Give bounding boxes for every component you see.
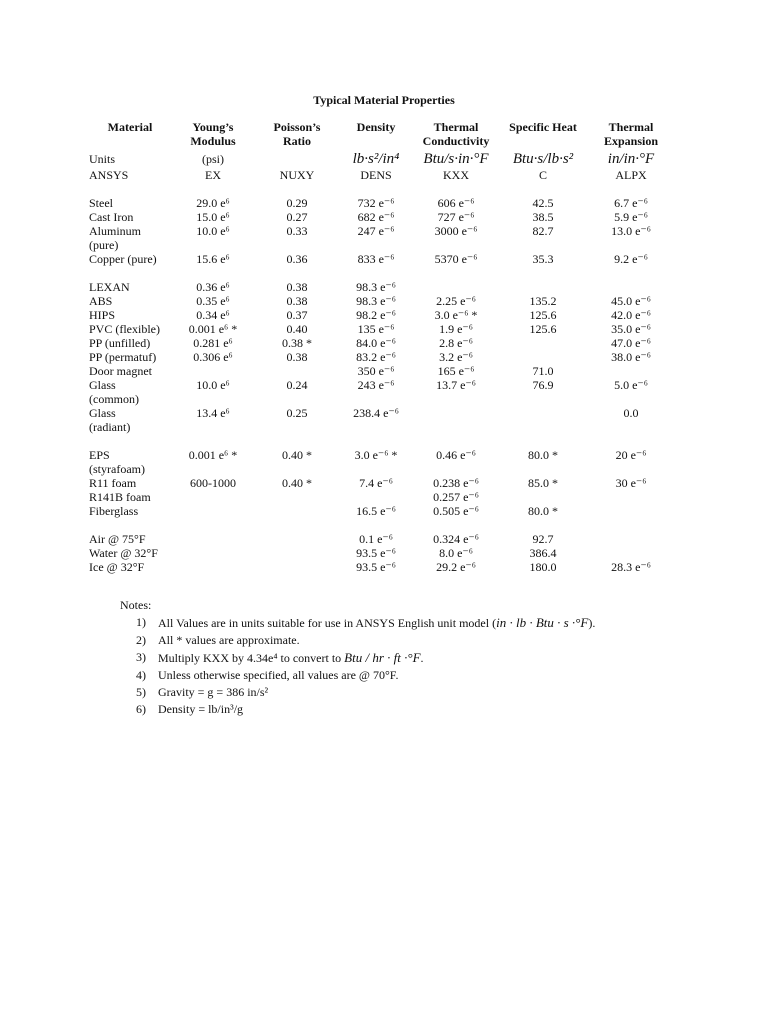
cell-poissons-ratio: 0.38 *: [282, 336, 312, 350]
cell-thermal-conductivity: 0.324 e⁻⁶: [433, 532, 479, 546]
table-row: [89, 280, 675, 294]
cell-thermal-conductivity: 606 e⁻⁶: [437, 196, 475, 210]
cell-thermal-conductivity: [413, 406, 499, 434]
cell-material: PVC (flexible): [89, 322, 160, 336]
cell-thermal-expansion: 5.9 e⁻⁶: [614, 210, 648, 224]
note-text: All Values are in units suitable for use in ANSYS English unit model (: [158, 616, 497, 630]
cell-poissons-ratio: 0.38: [286, 350, 308, 364]
header-thermal-expansion: Thermal Expansion: [603, 120, 659, 148]
note-item: [120, 649, 680, 667]
cell-thermal-conductivity: 13.7 e⁻⁶: [436, 378, 476, 392]
table-row: [89, 294, 675, 308]
group-spacer-cell: [89, 266, 675, 280]
cell-youngs-modulus: [171, 504, 255, 518]
table-row: [89, 322, 675, 336]
units-youngs-modulus: (psi): [202, 152, 224, 166]
cell-material: HIPS: [89, 308, 116, 322]
cell-density: 84.0 e⁻⁶: [356, 336, 396, 350]
cell-thermal-expansion: 30 e⁻⁶: [615, 476, 647, 490]
table-row: [89, 490, 675, 504]
header-specific-heat: Specific Heat: [509, 120, 577, 134]
notes-list: [120, 614, 680, 718]
cell-poissons-ratio: [255, 364, 339, 378]
cell-poissons-ratio: 0.33: [286, 224, 308, 238]
cell-youngs-modulus: 0.281 e⁶: [193, 336, 233, 350]
cell-youngs-modulus: 0.36 e⁶: [196, 280, 230, 294]
notes-section: [120, 598, 680, 718]
cell-youngs-modulus: [171, 532, 255, 546]
table-row: [89, 308, 675, 322]
header-density: Density: [356, 120, 396, 134]
cell-density: 247 e⁻⁶: [357, 224, 395, 238]
cell-material: LEXAN: [89, 280, 130, 294]
note-item: [120, 667, 680, 684]
note-number: 4): [136, 668, 146, 682]
cell-density: 3.0 e⁻⁶ *: [354, 448, 398, 462]
note-math: Btu / hr · ft ·°F: [344, 650, 421, 665]
note-number: 3): [136, 650, 146, 664]
cell-thermal-expansion: 5.0 e⁻⁶: [614, 378, 648, 392]
cell-poissons-ratio: 0.25: [286, 406, 308, 420]
cell-poissons-ratio: 0.40: [286, 322, 308, 336]
cell-thermal-conductivity: 3.2 e⁻⁶: [439, 350, 473, 364]
cell-thermal-conductivity: 0.257 e⁻⁶: [433, 490, 479, 504]
cell-poissons-ratio: 0.36: [286, 252, 308, 266]
ansys-poissons-ratio: NUXY: [279, 168, 315, 182]
note-number: 2): [136, 633, 146, 647]
cell-thermal-expansion: 28.3 e⁻⁶: [611, 560, 651, 574]
cell-thermal-expansion: 45.0 e⁻⁶: [611, 294, 651, 308]
cell-density: 238.4 e⁻⁶: [353, 406, 399, 420]
material-properties-table: [89, 120, 675, 574]
cell-density: 93.5 e⁻⁶: [356, 560, 396, 574]
cell-thermal-conductivity: 0.238 e⁻⁶: [433, 476, 479, 490]
cell-thermal-conductivity: 2.8 e⁻⁶: [439, 336, 473, 350]
cell-specific-heat: 85.0 *: [528, 476, 558, 490]
cell-youngs-modulus: [171, 364, 255, 378]
cell-thermal-expansion: 42.0 e⁻⁶: [611, 308, 651, 322]
ansys-specific-heat: C: [538, 168, 547, 182]
ansys-thermal-expansion: ALPX: [615, 168, 647, 182]
cell-specific-heat: 180.0: [529, 560, 557, 574]
cell-density: 833 e⁻⁶: [357, 252, 395, 266]
cell-density: 682 e⁻⁶: [357, 210, 395, 224]
header-material: Material: [107, 120, 153, 134]
cell-density: 135 e⁻⁶: [357, 322, 395, 336]
table-row: [89, 336, 675, 350]
cell-material: Air @ 75°F: [89, 532, 146, 546]
cell-density: 93.5 e⁻⁶: [356, 546, 396, 560]
cell-specific-heat: 80.0 *: [528, 448, 558, 462]
cell-density: 7.4 e⁻⁶: [359, 476, 393, 490]
units-row: [89, 150, 675, 168]
table-row: [89, 476, 675, 490]
cell-material: R11 foam: [89, 476, 137, 490]
cell-youngs-modulus: 15.0 e⁶: [196, 210, 230, 224]
cell-youngs-modulus: 10.0 e⁶: [196, 224, 230, 238]
cell-specific-heat: 71.0: [532, 364, 554, 378]
cell-youngs-modulus: 0.35 e⁶: [196, 294, 230, 308]
cell-poissons-ratio: 0.27: [286, 210, 308, 224]
table-row: [89, 406, 675, 434]
cell-material: PP (permatuf): [89, 350, 157, 364]
cell-thermal-expansion: [587, 532, 675, 546]
table-row: [89, 560, 675, 574]
ansys-material: ANSYS: [89, 168, 129, 182]
cell-density: 98.2 e⁻⁶: [356, 308, 396, 322]
cell-material: Steel: [89, 196, 113, 210]
note-item: [120, 701, 680, 718]
header-row: [89, 120, 675, 150]
table-row: [89, 532, 675, 546]
table-row: [89, 448, 675, 476]
table-row: [89, 378, 675, 406]
cell-material: Copper (pure): [89, 252, 157, 266]
table-row: [89, 252, 675, 266]
table-row: [89, 504, 675, 518]
cell-thermal-expansion: [587, 364, 675, 378]
cell-poissons-ratio: 0.29: [286, 196, 308, 210]
group-spacer-cell: [89, 518, 675, 532]
group-spacer-cell: [89, 182, 675, 196]
cell-thermal-expansion: 6.7 e⁻⁶: [614, 196, 648, 210]
note-item: [120, 684, 680, 701]
cell-material: Water @ 32°F: [89, 546, 158, 560]
cell-material: EPS (styrafoam): [89, 448, 145, 476]
cell-poissons-ratio: 0.40 *: [282, 448, 312, 462]
cell-specific-heat: [499, 406, 587, 434]
note-text: All * values are approximate.: [158, 633, 300, 647]
units-specific-heat: Btu·s/lb·s²: [512, 151, 574, 167]
note-item: [120, 614, 680, 632]
group-spacer: [89, 182, 675, 196]
cell-thermal-expansion: 20 e⁻⁶: [615, 448, 647, 462]
cell-youngs-modulus: 600-1000: [190, 476, 236, 490]
cell-specific-heat: 35.3: [532, 252, 554, 266]
units-poissons-ratio: [255, 150, 339, 168]
table-header: [89, 120, 675, 150]
cell-material: ABS: [89, 294, 113, 308]
table-row: [89, 546, 675, 560]
note-text: Density = lb/in³/g: [158, 702, 244, 716]
header-poissons-ratio: Poisson’s Ratio: [273, 120, 321, 148]
cell-thermal-expansion: 0.0: [623, 406, 639, 420]
cell-youngs-modulus: 0.001 e⁶ *: [188, 448, 238, 462]
cell-thermal-expansion: [587, 280, 675, 294]
cell-thermal-conductivity: 3.0 e⁻⁶ *: [434, 308, 478, 322]
cell-thermal-expansion: 9.2 e⁻⁶: [614, 252, 648, 266]
cell-material: Fiberglass: [89, 504, 139, 518]
group-spacer-cell: [89, 434, 675, 448]
cell-youngs-modulus: 0.001 e⁶ *: [188, 322, 238, 336]
table-body: [89, 150, 675, 574]
cell-density: 83.2 e⁻⁶: [356, 350, 396, 364]
cell-poissons-ratio: [255, 532, 339, 546]
cell-thermal-conductivity: 0.505 e⁻⁶: [433, 504, 479, 518]
cell-poissons-ratio: 0.38: [286, 294, 308, 308]
cell-poissons-ratio: [255, 490, 339, 504]
cell-density: 0.1 e⁻⁶: [359, 532, 393, 546]
cell-thermal-conductivity: 1.9 e⁻⁶: [439, 322, 473, 336]
cell-thermal-conductivity: 727 e⁻⁶: [437, 210, 475, 224]
note-number: 5): [136, 685, 146, 699]
table-row: [89, 224, 675, 252]
note-number: 6): [136, 702, 146, 716]
cell-density: 98.3 e⁻⁶: [356, 294, 396, 308]
note-number: 1): [136, 615, 146, 629]
ansys-density: DENS: [360, 168, 392, 182]
cell-material: PP (unfilled): [89, 336, 151, 350]
cell-density: [339, 490, 413, 504]
cell-thermal-conductivity: 5370 e⁻⁶: [434, 252, 478, 266]
table-row: [89, 210, 675, 224]
cell-specific-heat: 42.5: [532, 196, 554, 210]
cell-specific-heat: [499, 280, 587, 294]
cell-thermal-conductivity: [413, 280, 499, 294]
cell-thermal-conductivity: 29.2 e⁻⁶: [436, 560, 476, 574]
cell-material: Ice @ 32°F: [89, 560, 145, 574]
ansys-youngs-modulus: EX: [205, 168, 221, 182]
cell-specific-heat: 125.6: [529, 308, 557, 322]
cell-specific-heat: [499, 336, 587, 350]
cell-specific-heat: 76.9: [532, 378, 554, 392]
note-text: Gravity = g = 386 in/s²: [158, 685, 269, 699]
table-row: [89, 196, 675, 210]
cell-specific-heat: 125.6: [529, 322, 557, 336]
cell-poissons-ratio: 0.24: [286, 378, 308, 392]
cell-thermal-expansion: 35.0 e⁻⁶: [611, 322, 651, 336]
cell-material: Aluminum (pure): [89, 224, 142, 252]
cell-specific-heat: 38.5: [532, 210, 554, 224]
cell-specific-heat: [499, 350, 587, 364]
cell-specific-heat: 82.7: [532, 224, 554, 238]
cell-youngs-modulus: 13.4 e⁶: [196, 406, 230, 420]
cell-poissons-ratio: [255, 504, 339, 518]
header-youngs-modulus: Young’s Modulus: [190, 120, 236, 148]
ansys-row: [89, 168, 675, 182]
cell-youngs-modulus: [171, 546, 255, 560]
cell-youngs-modulus: 29.0 e⁶: [196, 196, 230, 210]
cell-poissons-ratio: 0.37: [286, 308, 308, 322]
cell-material: Door magnet: [89, 364, 152, 378]
cell-specific-heat: [499, 490, 587, 504]
group-spacer: [89, 266, 675, 280]
cell-youngs-modulus: 10.0 e⁶: [196, 378, 230, 392]
cell-density: 350 e⁻⁶: [357, 364, 395, 378]
units-thermal-conductivity: Btu/s·in·°F: [423, 151, 489, 167]
cell-thermal-conductivity: 8.0 e⁻⁶: [439, 546, 473, 560]
notes-heading: Notes:: [120, 598, 152, 612]
cell-poissons-ratio: [255, 560, 339, 574]
cell-youngs-modulus: 0.34 e⁶: [196, 308, 230, 322]
cell-thermal-conductivity: 2.25 e⁻⁶: [436, 294, 476, 308]
cell-specific-heat: 386.4: [529, 546, 557, 560]
cell-specific-heat: 92.7: [532, 532, 554, 546]
header-thermal-conductivity: Thermal Conductivity: [422, 120, 490, 148]
cell-material: Cast Iron: [89, 210, 134, 224]
cell-material: R141B foam: [89, 490, 151, 504]
cell-thermal-expansion: 13.0 e⁻⁶: [611, 224, 651, 238]
note-text: Unless otherwise specified, all values are @ 70°F.: [158, 668, 399, 682]
cell-thermal-expansion: 47.0 e⁻⁶: [611, 336, 651, 350]
cell-thermal-expansion: 38.0 e⁻⁶: [611, 350, 651, 364]
cell-density: 243 e⁻⁶: [357, 378, 395, 392]
note-suffix: .: [420, 651, 424, 665]
cell-specific-heat: 135.2: [529, 294, 557, 308]
cell-thermal-expansion: [587, 504, 675, 518]
note-suffix: ).: [588, 616, 596, 630]
cell-specific-heat: 80.0 *: [528, 504, 558, 518]
cell-material: Glass (common): [89, 378, 139, 406]
note-math: in · lb · Btu · s ·°F: [496, 615, 589, 630]
cell-thermal-expansion: [587, 490, 675, 504]
note-item: [120, 632, 680, 649]
cell-thermal-conductivity: 165 e⁻⁶: [437, 364, 475, 378]
units-thermal-expansion: in/in·°F: [607, 151, 655, 167]
cell-youngs-modulus: 15.6 e⁶: [196, 252, 230, 266]
document-title: Typical Material Properties: [313, 93, 455, 107]
group-spacer: [89, 518, 675, 532]
cell-poissons-ratio: 0.38: [286, 280, 308, 294]
cell-density: 98.3 e⁻⁶: [356, 280, 396, 294]
cell-youngs-modulus: [171, 560, 255, 574]
table-row: [89, 350, 675, 364]
cell-thermal-conductivity: 0.46 e⁻⁶: [436, 448, 476, 462]
ansys-thermal-conductivity: KXX: [443, 168, 469, 182]
cell-poissons-ratio: [255, 546, 339, 560]
cell-thermal-conductivity: 3000 e⁻⁶: [434, 224, 478, 238]
units-density: lb·s²/in⁴: [352, 151, 400, 167]
cell-density: 16.5 e⁻⁶: [356, 504, 396, 518]
cell-thermal-expansion: [587, 546, 675, 560]
cell-material: Glass (radiant): [89, 406, 131, 434]
note-text: Multiply KXX by 4.34e⁴ to convert to: [158, 651, 345, 665]
units-material: Units: [89, 152, 116, 166]
cell-youngs-modulus: [171, 490, 255, 504]
cell-density: 732 e⁻⁶: [357, 196, 395, 210]
table-row: [89, 364, 675, 378]
cell-poissons-ratio: 0.40 *: [282, 476, 312, 490]
cell-youngs-modulus: 0.306 e⁶: [193, 350, 233, 364]
group-spacer: [89, 434, 675, 448]
